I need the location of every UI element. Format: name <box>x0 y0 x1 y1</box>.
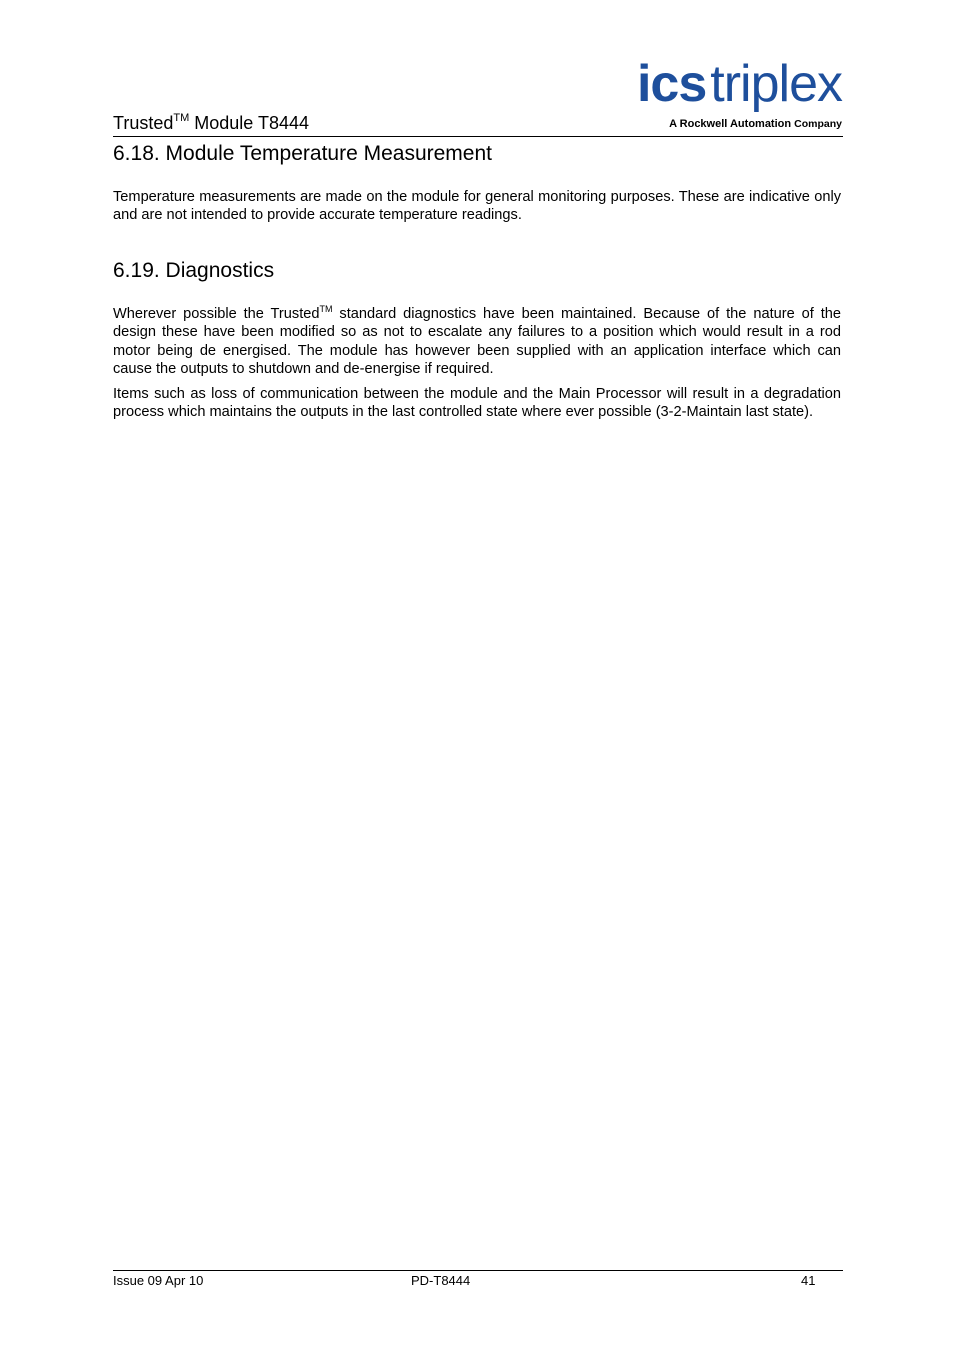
logo-ics: ics <box>636 55 707 113</box>
footer-issue: Issue 09 Apr 10 <box>113 1273 204 1288</box>
footer-page-number: 41 <box>801 1273 816 1288</box>
logo-tagline-rockwell: A Rockwell Automation <box>669 118 792 130</box>
diagnostics-p1-rest: standard diagnostics have been maintained. Because of the nature of the design these have been modified so as not to escalate any failures to a position which would result in a rod motor being de energised. The module has however been supplied with an application interface which can cause the outputs to shutdown and de-energise if required. <box>113 306 841 378</box>
logo-tagline-company: Company <box>794 118 842 130</box>
diagnostics-paragraph-1 <box>113 305 841 379</box>
temperature-paragraph: Temperature measurements are made on the module for general monitoring purposes. These are indicative only and are not intended to provide accurate temperature readings. <box>113 189 841 224</box>
logo-tagline <box>669 117 842 131</box>
section-heading-temperature: 6.18. Module Temperature Measurement <box>113 142 492 165</box>
diagnostics-p1-trademark: TM <box>319 304 333 314</box>
section-heading-diagnostics: 6.19. Diagnostics <box>113 259 275 282</box>
header-title-module: Module T8444 <box>189 113 310 133</box>
page-footer <box>113 1270 843 1288</box>
header-title-trademark: TM <box>173 112 190 124</box>
header-title-trusted: Trusted <box>113 113 174 133</box>
ics-triplex-logo <box>602 56 842 132</box>
footer-document-id: PD-T8444 <box>411 1273 471 1288</box>
logo-triplex: triplex <box>710 55 842 113</box>
diagnostics-p1-start: Wherever possible the Trusted <box>113 306 320 322</box>
page-header <box>113 56 843 137</box>
diagnostics-paragraph-2: Items such as loss of communication between the module and the Main Processor will result in a degradation process which maintains the outputs in the last controlled state where ever possible (3-2-Maintain last state). <box>113 386 841 421</box>
logo-wordmark <box>637 54 842 114</box>
header-title <box>113 113 309 133</box>
